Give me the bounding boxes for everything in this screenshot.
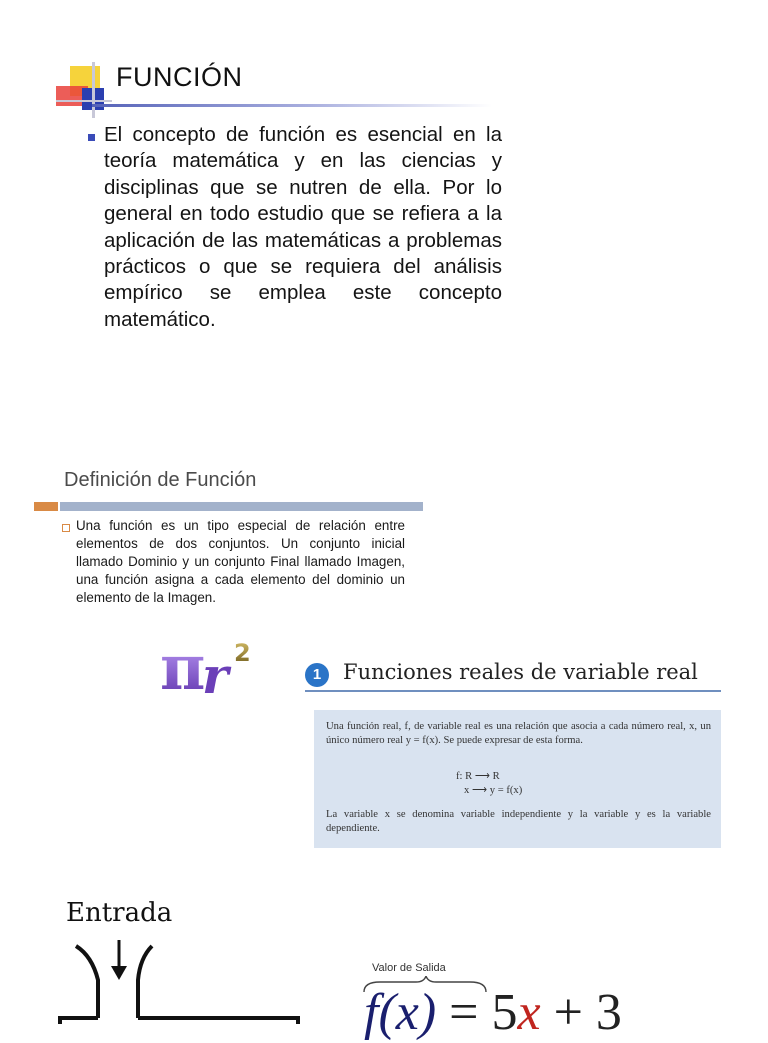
equation-equals-5: = 5 xyxy=(436,984,518,1041)
function-machine-diagram xyxy=(40,936,320,1024)
slide2-accent-bar-orange xyxy=(34,502,58,511)
definition-text-1: Una función real, f, de variable real es una relación que asocia a cada número real, x, un único número real y = f(x). Se puede expresar de esta forma. xyxy=(326,721,711,746)
down-arrow-icon xyxy=(111,966,127,980)
slide2-paragraph: Una función es un tipo especial de relación entre elementos de dos conjuntos. Un conjunto inicial llamado Dominio y un conjunto Final llamado Imagen, una función asigna a cada elemento del dominio un elemento de la Imagen. xyxy=(76,518,405,605)
equation-plus-3: + 3 xyxy=(540,984,622,1041)
definition-text-2: La variable x se denomina variable independiente y la variable y es la variable dependiente. xyxy=(326,809,711,834)
bullet-square-icon xyxy=(88,134,95,141)
pi-r-squared-logo xyxy=(160,637,256,707)
hollow-bullet-icon xyxy=(62,524,70,532)
exponent-glyph: 2 xyxy=(234,639,251,667)
pi-glyph: π xyxy=(160,637,206,704)
definition-equation xyxy=(456,770,576,798)
output-value-caption: Valor de Salida xyxy=(372,962,446,974)
logo-line-vertical xyxy=(92,62,95,118)
r-glyph: r xyxy=(202,646,229,705)
function-equation xyxy=(364,983,622,1043)
slide1-title-underline xyxy=(92,104,492,107)
equation-line-2: x ⟶ y = f(x) xyxy=(464,785,523,796)
slide-logo-squares xyxy=(56,62,112,122)
equation-line-1: f: R ⟶ R xyxy=(456,771,500,782)
slide2-title: Definición de Función xyxy=(64,469,257,491)
input-label: Entrada xyxy=(66,898,173,928)
equation-x: x xyxy=(517,984,541,1041)
slide1-title: FUNCIÓN xyxy=(116,62,243,92)
book-section-title: Funciones reales de variable real xyxy=(343,660,698,684)
slide2-accent-bar-blue xyxy=(60,502,423,511)
section-number-badge: 1 xyxy=(305,663,329,687)
book-title-underline xyxy=(305,690,721,692)
equation-fx: f(x) xyxy=(364,984,437,1041)
logo-line-horizontal xyxy=(56,100,112,102)
slide1-paragraph: El concepto de función es esencial en la teoría matemática y en las ciencias y disciplinas que se nutren de ella. Por lo general en todo estudio que se refiera a la aplicación de las matemáticas a problemas prácticos o que se requiera del análisis empírico se emplea este concepto matemático. xyxy=(104,123,502,331)
